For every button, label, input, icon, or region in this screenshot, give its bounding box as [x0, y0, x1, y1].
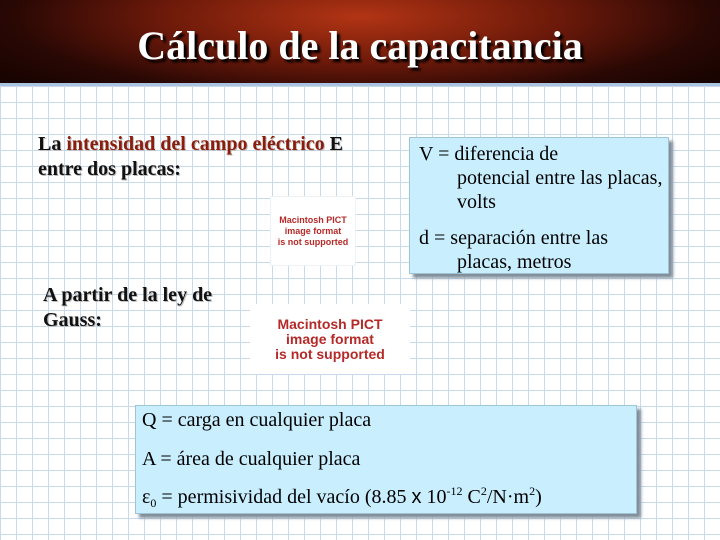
unsupported-image-placeholder-1: Macintosh PICT image format is not supported — [270, 196, 356, 266]
epsilon-subscript: 0 — [150, 496, 157, 510]
ten-base: 10 — [421, 486, 447, 508]
slide-title: Cálculo de la capacitancia — [137, 23, 583, 68]
intro-text — [38, 132, 358, 182]
definition-v — [419, 142, 669, 214]
intro-highlight: intensidad del campo eléctrico — [66, 133, 325, 155]
title-banner — [0, 0, 720, 86]
unit-c-exponent: 2 — [480, 484, 487, 498]
unit-rest: /N·m — [486, 486, 530, 508]
definition-d — [419, 226, 669, 274]
epsilon-text: = permisividad del vacío (8.85 — [156, 486, 412, 508]
intro-part-1: La — [38, 133, 67, 155]
definition-d-continued: placas, metros — [457, 251, 572, 273]
ten-exponent: -12 — [446, 484, 463, 498]
epsilon-symbol: ε — [142, 486, 151, 508]
closing-paren: ) — [535, 486, 542, 508]
definition-a: A = área de cualquier placa — [142, 448, 361, 470]
intro-part-2: E entre dos placas: — [38, 133, 343, 180]
unit-c: C — [462, 486, 481, 508]
definition-epsilon — [142, 485, 542, 509]
definition-d-line: d = separación entre las — [419, 227, 608, 249]
definition-v-line: V = diferencia de — [419, 143, 559, 165]
times-sign: x — [411, 486, 422, 508]
definition-v-continued: potencial entre las placas, volts — [457, 167, 663, 213]
unit-m-exponent: 2 — [529, 484, 536, 498]
unsupported-image-placeholder-2: Macintosh PICT image format is not supported — [250, 304, 410, 374]
variables-box-q-a-eps — [135, 405, 637, 514]
gauss-law-label: A partir de la ley de Gauss: — [43, 284, 213, 331]
definition-q: Q = carga en cualquier placa — [142, 409, 372, 431]
variables-box-v-d — [409, 137, 669, 274]
